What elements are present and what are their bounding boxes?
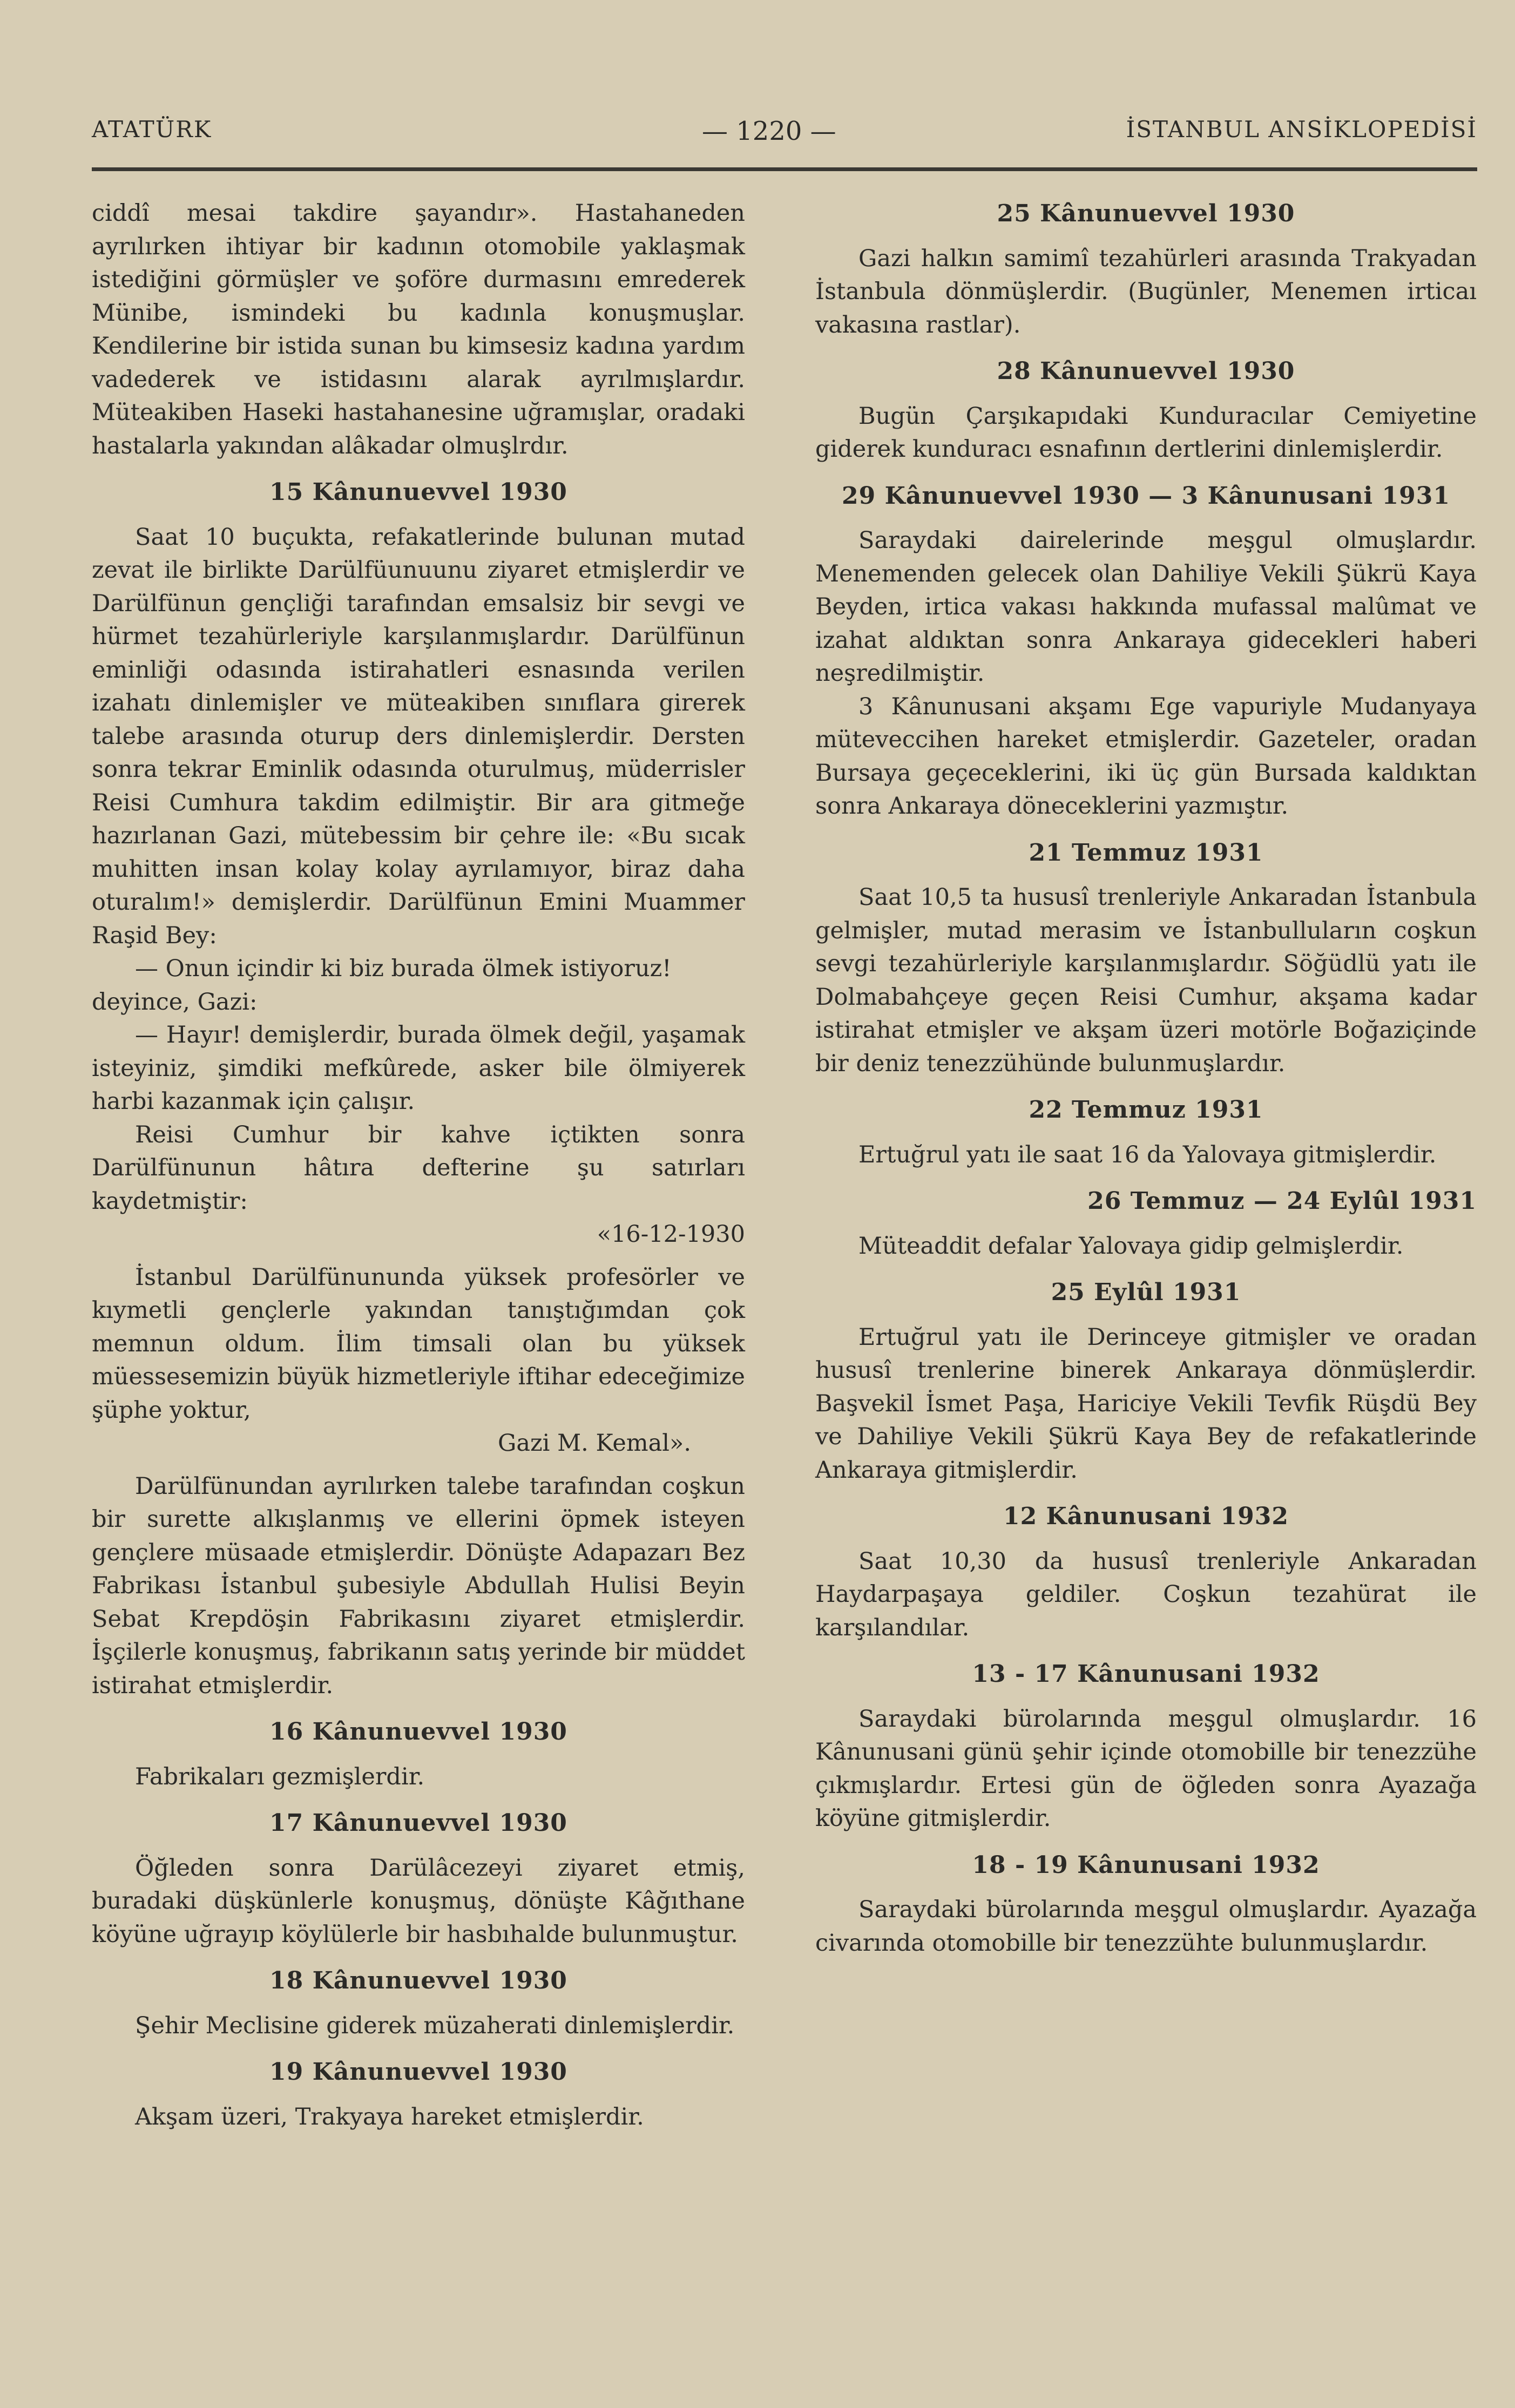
date-heading: 21 Temmuz 1931 <box>1029 838 1263 867</box>
left-column <box>92 197 745 2134</box>
date-heading: 22 Temmuz 1931 <box>1029 1096 1263 1124</box>
paragraph: Akşam üzeri, Trakyaya hareket etmişlerdir. <box>135 2103 644 2130</box>
paragraph: Ertuğrul yatı ile Derinceye gitmişler ve oradan hususî trenlerine binerek Ankaraya dönmüşlerdir. Başvekil İsmet Paşa, Hariciye Vekili Tevfik Rüşdü Bey ve Dahiliye Vekili Şükrü Kaya Bey de refakatlerinde Ankaraya gitmişlerdir. <box>815 1323 1477 1484</box>
paragraph: — Onun içindir ki biz burada ölmek istiyoruz! <box>135 955 672 982</box>
paragraph: deyince, Gazi: <box>92 988 258 1016</box>
running-head-right: İSTANBUL ANSİKLOPEDİSİ <box>1126 116 1477 143</box>
paragraph: — Hayır! demişlerdir, burada ölmek değil, yaşamak isteyiniz, şimdiki mefkûrede, asker bile ölmiyerek harbi kazanmak için çalışır. <box>92 1022 745 1115</box>
paragraph: Gazi halkın samimî tezahürleri arasında Trakyadan İstanbula dönmüşlerdir. (Bugünler, Menemen irticaı vakasına rastlar). <box>815 245 1477 339</box>
paragraph: Darülfünundan ayrılırken talebe tarafından coşkun bir surette alkışlanmış ve ellerini öpmek isteyen gençlere müsaade etmişlerdir. Dönüşte Adapazarı Bez Fabrikası İstanbul şubesiyle Abdullah Hulisi Beyin Sebat Krepdöşin Fabrikasını ziyaret etmişlerdir. İşçilerle konuşmuş, fabrikanın satış yerinde bir müddet istirahat etmişlerdir. <box>92 1472 745 1699</box>
paragraph: Saraydaki bürolarında meşgul olmuşlardır. Ayazağa civarında otomobille bir tenezzühte bulunmuşlardır. <box>815 1896 1477 1957</box>
date-heading: 12 Kânunusani 1932 <box>1003 1503 1289 1530</box>
paragraph: Şehir Meclisine giderek müzaherati dinlemişlerdir. <box>135 2012 735 2039</box>
paragraph: Öğleden sonra Darülâcezeyi ziyaret etmiş, buradaki düşkünlerle konuşmuş, dönüşte Kâğıthane köyüne uğrayıp köylülerle bir hasbıhalde bulunmuştur. <box>92 1854 745 1948</box>
paragraph: Müteaddit defalar Yalovaya gidip gelmişlerdir. <box>858 1232 1404 1260</box>
date-heading: 15 Kânunuevvel 1930 <box>269 478 567 506</box>
date-heading: 25 Kânunuevvel 1930 <box>997 200 1295 227</box>
paragraph: 3 Kânunusani akşamı Ege vapuriyle Mudanyaya müteveccihen hareket etmişlerdir. Gazeteler, oradan Bursaya geçeceklerini, iki üç gün Bursada kaldıktan sonra Ankaraya döneceklerini yazmıştır. <box>815 693 1477 820</box>
paragraph: Saat 10,5 ta hususî trenleriyle Ankaradan İstanbula gelmişler, mutad merasim ve İstanbulluların coşkun sevgi tezahürleriyle karşılanmışlardır. Söğüdlü yatı ile Dolmabahçeye geçen Reisi Cumhur, akşama kadar istirahat etmişler ve akşam üzeri motörle Boğaziçinde bir deniz tenezzühünde bulunmuşlardır. <box>815 884 1477 1077</box>
paragraph: Saraydaki dairelerinde meşgul olmuşlardır. Menemenden gelecek olan Dahiliye Vekili Şükrü Kaya Beyden, irtica vakası hakkında mufassal malûmat ve izahat aldıktan sonra Ankaraya gidecekleri haberi neşredilmiştir. <box>815 527 1477 687</box>
paragraph: ciddî mesai takdire şayandır». Hastahaneden ayrılırken ihtiyar bir kadının otomobile yaklaşmak istediğini görmüşler ve şoföre durmasını emrederek Münibe, ismindeki bu kadınla konuşmuşlar. Kendilerine bir istida sunan bu kimsesiz kadına yardım vadederek ve istidasını alarak ayrılmışlardır. Müteakiben Haseki hastahanesine uğramışlar, oradaki hastalarla yakından alâkadar olmuşlrdır. <box>92 200 745 459</box>
paragraph: İstanbul Darülfünununda yüksek profesörler ve kıymetli gençlerle yakından tanıştığımdan çok memnun oldum. İlim timsali olan bu yüksek müessesemizin büyük hizmetleriyle iftihar edeceğimize şüphe yoktur, <box>92 1263 745 1424</box>
paragraph: Reisi Cumhur bir kahve içtikten sonra Darülfünunun hâtıra defterine şu satırları kaydetmiştir: <box>92 1121 745 1215</box>
header-rule <box>92 167 1477 171</box>
quote-date: «16-12-1930 <box>597 1221 745 1248</box>
date-heading: 13 - 17 Kânunusani 1932 <box>972 1660 1320 1688</box>
paragraph: Bugün Çarşıkapıdaki Kunduracılar Cemiyetine giderek kunduracı esnafının dertlerini dinlemişlerdir. <box>815 402 1477 463</box>
paragraph: Fabrikaları gezmişlerdir. <box>135 1763 425 1790</box>
date-heading: 28 Kânunuevvel 1930 <box>997 357 1295 385</box>
date-heading: 26 Temmuz — 24 Eylûl 1931 <box>1087 1187 1477 1215</box>
date-heading: 29 Kânunuevvel 1930 — 3 Kânunusani 1931 <box>842 482 1450 510</box>
paragraph: Ertuğrul yatı ile saat 16 da Yalovaya gitmişlerdir. <box>858 1141 1437 1168</box>
date-heading: 18 Kânunuevvel 1930 <box>269 1967 567 1994</box>
page-header <box>92 116 1477 154</box>
paragraph: Saat 10 buçukta, refakatlerinde bulunan mutad zevat ile birlikte Darülfüunuunu ziyaret etmişlerdir ve Darülfünun gençliği tarafından emsalsiz bir sevgi ve hürmet tezahürleriyle karşılanmışlardır. Darülfünun eminliği odasında istirahatleri esnasında verilen izahatı dinlemişler ve müteakiben sınıflara girerek talebe arasında oturup ders dinlemişlerdir. Dersten sonra tekrar Eminlik odasında oturulmuş, müderrisler Reisi Cumhura takdim edilmiştir. Bir ara gitmeğe hazırlanan Gazi, mütebessim bir çehre ile: «Bu sıcak muhitten insan kolay kolay ayrılamıyor, biraz daha oturalım!» demişlerdir. Darülfünun Emini Muammer Raşid Bey: <box>92 523 745 949</box>
date-heading: 17 Kânunuevvel 1930 <box>269 1809 567 1837</box>
date-heading: 19 Kânunuevvel 1930 <box>269 2058 567 2086</box>
date-heading: 25 Eylûl 1931 <box>1051 1279 1241 1306</box>
paragraph: Saat 10,30 da hususî trenleriyle Ankaradan Haydarpaşaya geldiler. Coşkun tezahürat ile karşılandılar. <box>815 1547 1477 1641</box>
paragraph: Saraydaki bürolarında meşgul olmuşlardır. 16 Kânunusani günü şehir içinde otomobille bir tenezzühe çıkmışlardır. Ertesi gün de öğleden sonra Ayazağa köyüne gitmişlerdir. <box>815 1705 1477 1832</box>
date-heading: 16 Kânunuevvel 1930 <box>269 1718 567 1746</box>
right-column <box>815 197 1477 1960</box>
running-head-left: ATATÜRK <box>92 116 212 143</box>
signature-line: Gazi M. Kemal». <box>498 1430 691 1457</box>
date-heading: 18 - 19 Kânunusani 1932 <box>972 1851 1320 1879</box>
page-number: — 1220 — <box>702 116 836 146</box>
